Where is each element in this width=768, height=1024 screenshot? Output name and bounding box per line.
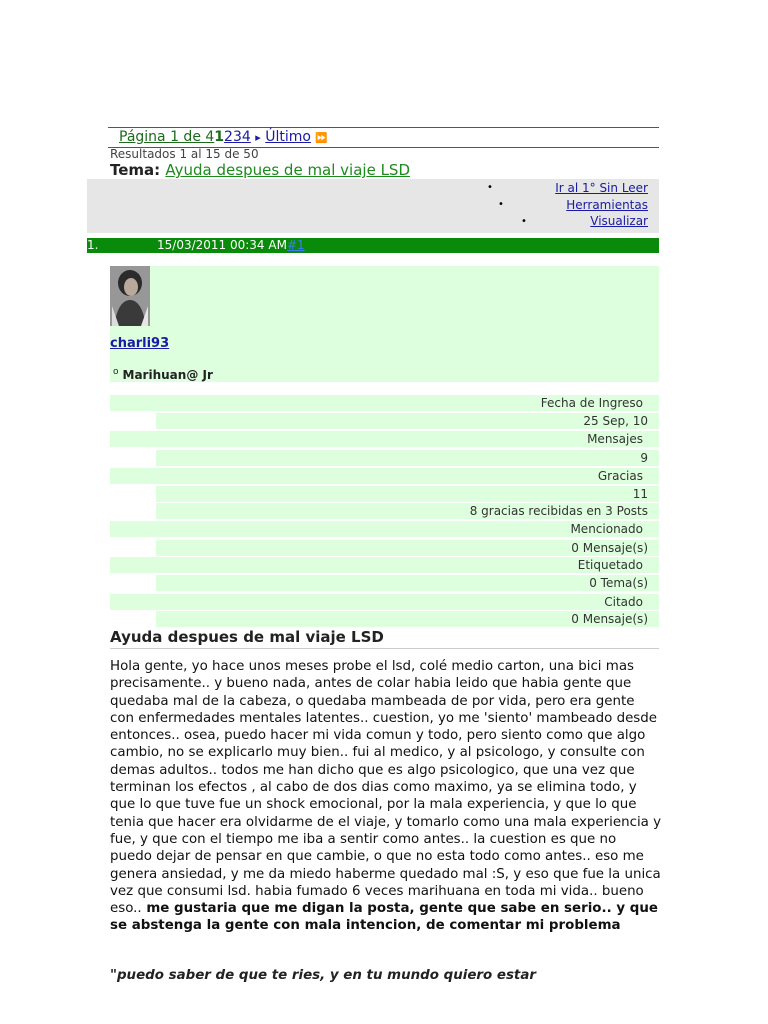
tools-menu-link[interactable]: Herramientas [566,198,648,212]
page-3-link[interactable]: 3 [232,129,242,145]
user-rank: $^o$ Marihuan@ Jr [113,367,213,382]
post-date: 15/03/2011 00:34 AM#1 [157,238,305,252]
display-menu-link[interactable]: Visualizar [590,214,648,228]
post-number: 1. [87,238,99,252]
stat-joined-label: Fecha de Ingreso [540,396,643,410]
post-body-text: Hola gente, yo hace unos meses probe el lsd, colé medio carton, una bici mas precisamente.. y bueno nada, antes de colar habia leido que habia gente que quedaba mal de la cabeza, o quedaba mambeada de por vida, pero era gente con enfermedades mentales latentes.. cuestion, yo me 'siento' mambeado desde entonces.. osea, puedo hacer mi vida comun y todo, pero siento como que algo cambio, no se explicarlo muy bien.. fui al medico, y al psicologo, y consulte con demas adultos.. todos me han dicho que es algo psicologico, que una vez que terminan los efectos , al cabo de dos dias como maximo, ya se elimina todo, y que lo que tuve fue un shock emocional, por la mala experiencia, y que lo que tenia que hacer era olvidarme de el viaje, y tomarlo como una mala experiencia y fue, y que con el tiempo me iba a sentir como antes.. la cuestion es que no puedo dejar de pensar en que cambie, o que no esta todo como antes.. eso me genera ansiedad, y me da miedo haberme quedado mal :S, y eso que fue la unica vez que consumi lsd. habia fumado 6 veces marihuana en toda mi vida.. bueno eso.. [110,659,662,917]
page-2-link[interactable]: 2 [224,129,233,145]
pagination-bar [108,127,659,148]
bullet-icon: • [521,216,527,227]
stat-quoted-value: 0 Mensaje(s) [571,612,648,626]
stat-thanks-value: 11 [632,487,648,501]
stat-thanks-label: Gracias [597,469,643,483]
page-1-link[interactable]: 1 [214,129,225,145]
post-header [87,238,659,253]
stat-tagged-label: Etiquetado [577,558,643,572]
next-arrow-icon[interactable]: ▸ [255,131,261,144]
page-label: Página 1 de 4 [119,129,215,145]
bullet-icon: • [498,199,504,210]
bullet-icon: • [487,182,493,193]
user-avatar[interactable] [110,266,150,326]
stat-mentioned-value: 0 Mensaje(s) [571,541,648,555]
post-body-bold: me gustaria que me digan la posta, gente que sabe en serio.. y que se abstenga la gente con mala intencion, de comentar mi problema [110,901,658,934]
rank-marker: o [113,367,119,377]
stat-quoted-label: Citado [604,595,643,609]
topic-heading [110,161,410,179]
results-count: Resultados 1 al 15 de 50 [110,147,259,161]
last-page-link[interactable]: Último [265,129,311,145]
post-divider [110,648,659,649]
topic-prefix: Tema: [110,161,161,179]
user-info-box [110,266,659,382]
post-body [110,658,662,935]
stat-mentioned-label: Mencionado [570,522,643,536]
stat-posts-value: 9 [640,451,648,465]
username-link[interactable]: charli93 [110,336,170,351]
topic-title-link[interactable]: Ayuda despues de mal viaje LSD [165,161,411,179]
page-4-link[interactable]: 4 [241,129,251,145]
post-permalink[interactable]: #1 [286,238,305,252]
stat-tagged-value: 0 Tema(s) [589,576,648,590]
post-signature: "puedo saber de que te ries, y en tu mundo quiero estar [110,968,536,983]
stat-joined-value: 25 Sep, 10 [583,414,648,428]
stat-thanks-received: 8 gracias recibidas en 3 Posts [469,504,648,518]
stat-posts-label: Mensajes [587,432,643,446]
first-unread-link[interactable]: Ir al 1° Sin Leer [555,181,648,195]
post-title: Ayuda despues de mal viaje LSD [110,628,384,646]
thread-tools [87,179,659,233]
last-arrow-icon[interactable]: ⏩ [315,133,328,144]
